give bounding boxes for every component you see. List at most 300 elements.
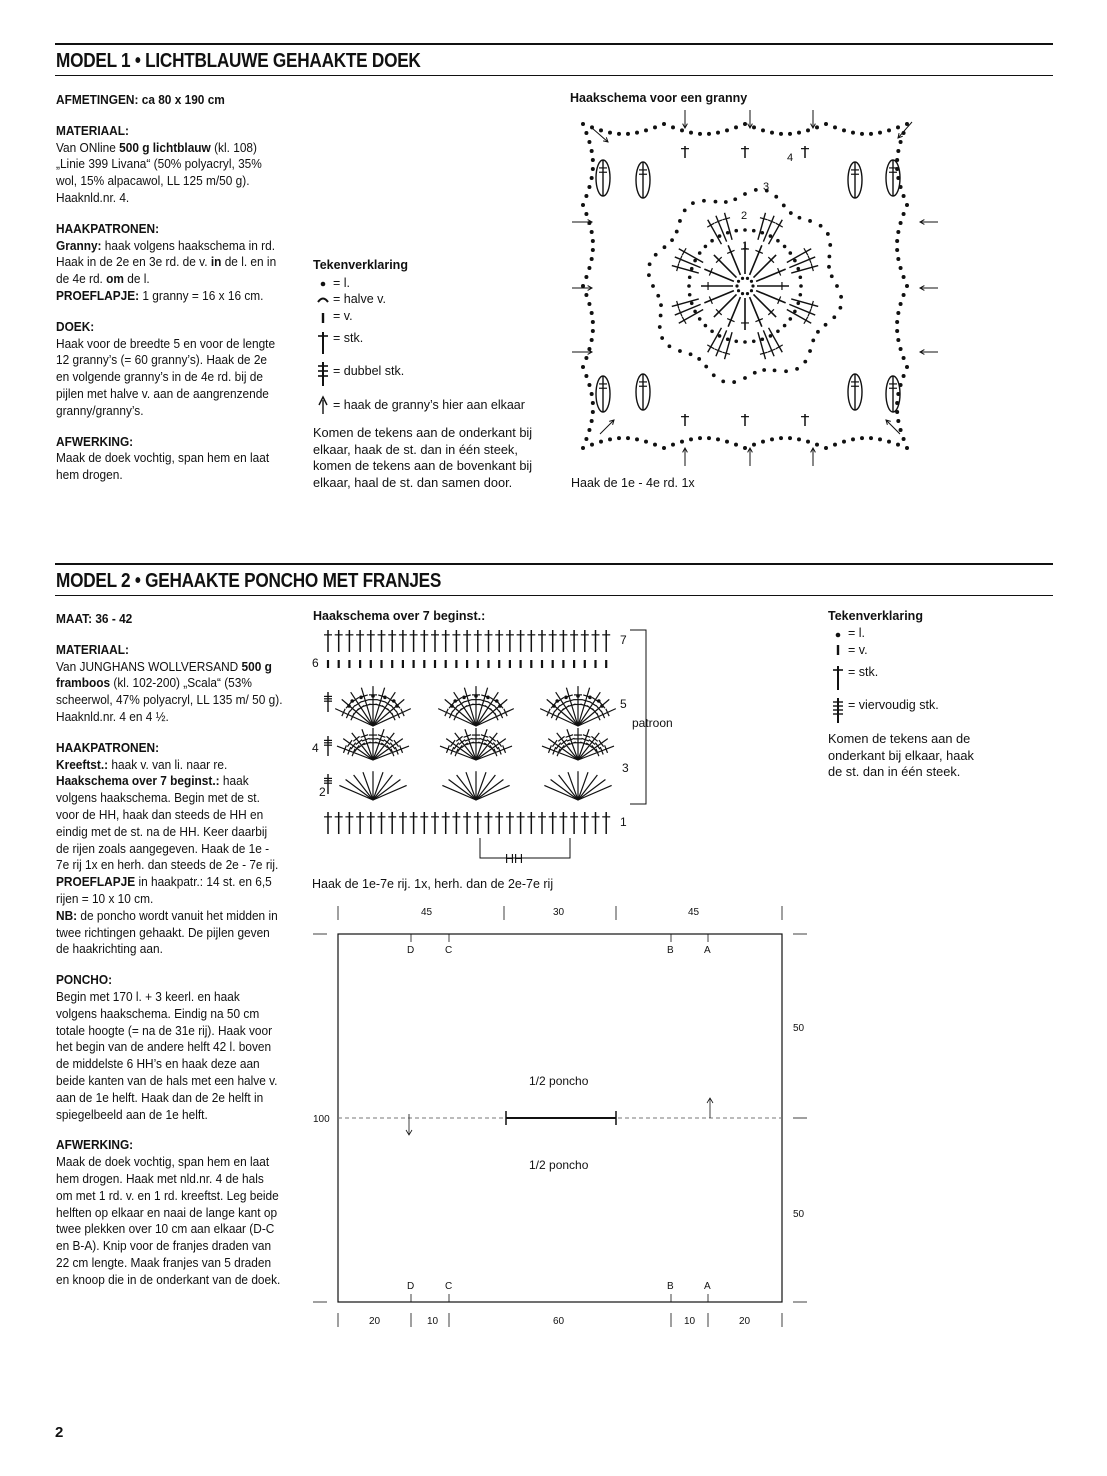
materiaal-heading: MATERIAAL:	[56, 122, 129, 138]
stitch-bar	[394, 740, 399, 747]
materiaal-part1: Van ONline	[56, 139, 120, 155]
chain-stitch-mark	[905, 203, 909, 207]
chain-stitch-mark	[486, 696, 490, 700]
chain-stitch-mark	[600, 704, 604, 708]
chain-stitch-mark	[827, 255, 831, 259]
top-rule-model1	[55, 43, 1053, 45]
chain-stitch-mark	[895, 248, 899, 252]
chain-stitch-mark	[659, 303, 663, 307]
stitch-bar	[450, 740, 455, 747]
chain-stitch-mark	[716, 437, 720, 441]
chain-stitch-mark	[808, 219, 812, 223]
poncho-schematic	[310, 900, 820, 1330]
dim-bottom-5: 20	[739, 1316, 751, 1327]
chain-stitch-mark	[690, 302, 694, 306]
chain-stitch-mark	[668, 344, 672, 348]
chain-stitch-mark	[741, 277, 744, 280]
chain-stitch-mark	[591, 320, 595, 324]
stitch-bar	[454, 743, 459, 750]
chain-stitch-mark	[710, 330, 714, 334]
chain-stitch-mark	[712, 373, 716, 377]
chain-stitch-mark	[576, 694, 580, 698]
chain-stitch-mark	[896, 419, 900, 423]
chain-stitch-mark	[733, 197, 737, 201]
chain-stitch-mark	[734, 229, 738, 233]
chain-stitch-mark	[395, 704, 399, 708]
model2-legend-1: = l.	[848, 626, 866, 640]
chain-stitch-mark	[824, 323, 828, 327]
chain-stitch-mark	[599, 440, 603, 444]
chain-stitch-mark	[450, 704, 454, 708]
haakpatronen-heading: HAAKPATRONEN:	[56, 220, 160, 236]
chain-stitch-mark	[584, 356, 588, 360]
half-poncho-top: 1/2 poncho	[529, 1074, 589, 1088]
chain-stitch-mark	[770, 131, 774, 135]
model1-legend-1: = l.	[333, 276, 351, 290]
title-underline-model2	[55, 595, 1053, 596]
chain-stitch-mark	[905, 365, 909, 369]
hh-bracket	[480, 838, 570, 858]
chain-stitch-mark	[663, 245, 667, 249]
chain-stitch-mark	[753, 371, 757, 375]
chain-stitch-mark	[564, 696, 568, 700]
chain-stitch-mark	[839, 295, 843, 299]
chain-stitch-mark	[816, 330, 820, 334]
chain-stitch-mark	[656, 294, 660, 298]
nb-value: de poncho wordt vanuit het midden in twee richtingen gehaakt. De pijlen geven de haakrichting aan.	[56, 907, 278, 957]
patroon-label: patroon	[632, 716, 673, 730]
chain-stitch-mark	[587, 266, 591, 270]
nb-text	[56, 908, 283, 958]
chain-stitch-mark	[896, 443, 900, 447]
chain-stitch-mark	[811, 339, 815, 343]
chain-stitch-mark	[806, 440, 810, 444]
chain-stitch-mark	[860, 436, 864, 440]
chain-stitch-mark	[734, 125, 738, 129]
chain-stitch-mark	[590, 443, 594, 447]
letter-bottom-a: A	[704, 1281, 711, 1292]
chain-stitch-mark	[902, 356, 906, 360]
chain-stitch-mark	[754, 188, 758, 192]
chain-stitch-mark	[591, 158, 595, 162]
stitch-bar	[591, 736, 597, 741]
poncho-text: Begin met 170 l. + 3 keerl. en haak volgens haakschema. Eindig na 50 cm totale hoogte (= na de 31e rij). Haak voor het begin van de andere helft 42 l. boven de middelste 6 HH’s en haak deze aan beide kanten van de hals met een halve v. aan de 1e helft. Haak dan de 2e helft in spiegelbeeld aan de 1e helft.	[56, 988, 278, 1122]
letter-bottom-b: B	[667, 1281, 674, 1292]
chain-stitch-mark	[734, 340, 738, 344]
model1-instructions	[56, 92, 281, 484]
round-label-2: 2	[741, 210, 748, 222]
chain-stitch-mark	[653, 443, 657, 447]
chain-stitch-mark	[555, 699, 559, 703]
hh-label: HH	[505, 852, 524, 866]
chain-stitch-mark	[899, 428, 903, 432]
chain-stitch-mark	[824, 446, 828, 450]
chain-stitch-mark	[707, 436, 711, 440]
chain-stitch-mark	[704, 245, 708, 249]
chain-stitch-mark	[819, 224, 823, 228]
stitch-mark	[725, 332, 733, 359]
chain-stitch-mark	[726, 231, 730, 235]
stitch-bar	[355, 745, 360, 752]
poncho-chart-title: Haakschema over 7 beginst.:	[313, 609, 486, 623]
chain-stitch-mark	[683, 209, 687, 213]
granny-part3: de l.	[123, 271, 150, 287]
chain-stitch-mark	[662, 122, 666, 126]
chain-stitch-mark	[653, 125, 657, 129]
chain-symbol-icon	[321, 282, 326, 287]
chain-stitch-mark	[783, 324, 787, 328]
chain-stitch-mark	[752, 443, 756, 447]
chain-stitch-mark	[895, 320, 899, 324]
nb-label: NB:	[56, 907, 78, 923]
stitch-mark	[791, 299, 818, 307]
stitch-bar	[552, 740, 557, 747]
chain-stitch-mark	[735, 284, 738, 287]
stitch-bar	[595, 743, 600, 750]
chain-stitch-mark	[716, 131, 720, 135]
chain-stitch-mark	[761, 128, 765, 132]
chain-stitch-mark	[691, 201, 695, 205]
chain-stitch-mark	[581, 203, 585, 207]
chain-stitch-mark	[899, 140, 903, 144]
chain-stitch-mark	[702, 199, 706, 203]
join-arrow-icon	[898, 122, 912, 138]
chain-stitch-mark	[474, 694, 478, 698]
chain-stitch-mark	[752, 340, 756, 344]
model2-instructions	[56, 611, 283, 1288]
stitch-bar	[592, 745, 597, 752]
chain-stitch-mark	[776, 239, 780, 243]
chain-stitch-mark	[590, 311, 594, 315]
chain-stitch-mark	[842, 128, 846, 132]
chain-stitch-mark	[690, 267, 694, 271]
chain-stitch-mark	[671, 125, 675, 129]
chain-stitch-mark	[658, 325, 662, 329]
dim-bottom-2: 10	[427, 1316, 439, 1327]
materiaal-part2: (kl. 108) „Linie 399 Livana“ (50% polyacryl, 35% wol, 15% alpacawol, LL 125 m/50 g). Haaknld.nr. 4.	[56, 139, 262, 205]
granny-in: in	[210, 254, 222, 270]
proeflapje2-value: in haakpatr.: 14 st. en 6,5 rijen = 10 x 10 cm.	[56, 874, 272, 906]
stitch-bar	[459, 740, 465, 745]
chain-stitch-mark	[743, 446, 747, 450]
stitch-bar	[456, 736, 462, 741]
chain-stitch-mark	[743, 228, 747, 232]
join-arrow-icon	[600, 420, 614, 434]
poncho-chart-caption: Haak de 1e-7e rij. 1x, herh. dan de 2e-7e rij	[312, 877, 554, 891]
chain-stitch-mark	[587, 185, 591, 189]
stitch-mark	[758, 332, 766, 359]
schema-text	[56, 773, 283, 874]
chain-stitch-mark	[798, 216, 802, 220]
schema-label: Haakschema over 7 beginst.:	[56, 773, 220, 789]
chain-stitch-mark	[750, 289, 753, 292]
chain-stitch-mark	[860, 132, 864, 136]
chain-stitch-mark	[824, 122, 828, 126]
chain-stitch-mark	[789, 317, 793, 321]
stitch-bar	[599, 740, 604, 747]
chain-stitch-mark	[842, 440, 846, 444]
round-label-4: 4	[787, 152, 794, 164]
dim-left: 100	[313, 1114, 330, 1125]
chain-stitch-mark	[832, 315, 836, 319]
chain-stitch-mark	[899, 221, 903, 225]
chain-stitch-mark	[826, 232, 830, 236]
row-label-7: 7	[620, 633, 627, 647]
chain-stitch-mark	[581, 284, 585, 288]
stitch-bar	[487, 740, 493, 745]
stitch-mark	[672, 266, 699, 274]
chain-stitch-mark	[774, 195, 778, 199]
chain-stitch-mark	[743, 122, 747, 126]
stitch-bar	[353, 736, 359, 741]
chain-stitch-mark	[590, 392, 594, 396]
chain-symbol-icon	[836, 633, 841, 638]
model1-legend-3: = v.	[333, 309, 353, 323]
round-label-3: 3	[763, 181, 770, 193]
chain-stitch-mark	[799, 275, 803, 279]
kreeft-label: Kreeftst.:	[56, 756, 109, 772]
proeflapje-label: PROEFLAPJE:	[56, 287, 140, 303]
stitch-bar	[589, 740, 595, 745]
materiaal-text	[56, 140, 281, 207]
chain-stitch-mark	[721, 379, 725, 383]
round-label-1: 1	[742, 240, 749, 252]
row-label-1: 1	[620, 815, 627, 829]
model1-legend-2: = halve v.	[333, 292, 386, 306]
chain-stitch-mark	[851, 131, 855, 135]
chain-stitch-mark	[590, 257, 594, 261]
stitch-bar	[356, 740, 362, 745]
model1-legend-4: = stk.	[333, 331, 364, 345]
letter-top-c: C	[445, 945, 453, 956]
stitch-bar	[489, 736, 495, 741]
chain-stitch-mark	[788, 132, 792, 136]
chain-stitch-mark	[647, 273, 651, 277]
chain-stitch-mark	[788, 436, 792, 440]
chain-stitch-mark	[784, 369, 788, 373]
chain-stitch-mark	[732, 380, 736, 384]
stitch-bar	[384, 701, 391, 705]
model1-legend-note: Komen de tekens aan de onderkant bij elkaar, haak de st. dan in één steek, komen de tekens aan de bovenkant bij elkaar, haal de st. dan samen door.	[313, 425, 533, 490]
chain-stitch-mark	[779, 436, 783, 440]
chain-stitch-mark	[776, 330, 780, 334]
chain-stitch-mark	[651, 284, 655, 288]
chain-stitch-mark	[704, 324, 708, 328]
letter-top-d: D	[407, 945, 415, 956]
chain-stitch-mark	[584, 293, 588, 297]
half-poncho-bottom: 1/2 poncho	[529, 1158, 589, 1172]
chain-stitch-mark	[815, 443, 819, 447]
chain-stitch-mark	[828, 243, 832, 247]
chain-stitch-mark	[902, 293, 906, 297]
chain-stitch-mark	[724, 200, 728, 204]
chain-stitch-mark	[743, 376, 747, 380]
chain-stitch-mark	[680, 128, 684, 132]
chain-stitch-mark	[789, 251, 793, 255]
chain-stitch-mark	[584, 437, 588, 441]
stitch-bar	[384, 740, 390, 745]
afmetingen: AFMETINGEN: ca 80 x 190 cm	[56, 92, 225, 107]
chain-stitch-mark	[608, 437, 612, 441]
chain-stitch-mark	[659, 314, 663, 318]
stitch-bar	[558, 736, 564, 741]
chain-stitch-mark	[587, 383, 591, 387]
chain-stitch-mark	[688, 293, 692, 297]
letter-bottom-c: C	[445, 1281, 453, 1292]
granny-chart-title: Haakschema voor een granny	[570, 91, 748, 105]
page-number: 2	[55, 1424, 64, 1441]
chain-stitch-mark	[698, 251, 702, 255]
dim-top-2: 30	[553, 907, 565, 918]
chain-stitch-mark	[675, 230, 679, 234]
stitch-mark	[672, 299, 699, 307]
chain-stitch-mark	[635, 437, 639, 441]
chain-stitch-mark	[671, 443, 675, 447]
proeflapje2-text	[56, 874, 283, 908]
chain-stitch-mark	[590, 176, 594, 180]
chain-stitch-mark	[902, 212, 906, 216]
chain-stitch-mark	[808, 349, 812, 353]
materiaal2-yarn: 500 g framboos	[56, 658, 272, 691]
chain-stitch-mark	[743, 192, 747, 196]
chain-stitch-mark	[796, 267, 800, 271]
chain-stitch-mark	[806, 128, 810, 132]
chain-stitch-mark	[383, 696, 387, 700]
chain-stitch-mark	[830, 274, 834, 278]
row-label-5: 5	[620, 697, 627, 711]
chain-stitch-mark	[498, 704, 502, 708]
chain-stitch-mark	[648, 262, 652, 266]
row-label-4: 4	[312, 741, 319, 755]
chain-stitch-mark	[660, 336, 664, 340]
granny-part1: haak volgens haakschema in rd. Haak in de 2e en 3e rd. de v.	[56, 237, 276, 270]
model2-legend-title: Tekenverklaring	[828, 609, 923, 623]
chain-stitch-mark	[626, 436, 630, 440]
chain-stitch-mark	[895, 239, 899, 243]
dim-bottom-4: 10	[684, 1316, 696, 1327]
chain-stitch-mark	[899, 302, 903, 306]
stitch-bar	[347, 740, 352, 747]
proeflapje-text	[56, 288, 281, 305]
chain-stitch-mark	[599, 128, 603, 132]
chain-stitch-mark	[392, 699, 396, 703]
chain-stitch-mark	[797, 437, 801, 441]
letter-top-b: B	[667, 945, 674, 956]
afwerking2-heading: AFWERKING:	[56, 1137, 134, 1153]
model2-legend-3: = stk.	[848, 665, 879, 679]
chain-stitch-mark	[896, 338, 900, 342]
model1-legend-5: = dubbel stk.	[333, 364, 405, 378]
stitch-mark	[758, 213, 766, 240]
chain-stitch-mark	[725, 128, 729, 132]
chain-stitch-mark	[878, 437, 882, 441]
chain-stitch-mark	[584, 374, 588, 378]
stitch-bar	[351, 743, 356, 750]
row-label-2: 2	[319, 785, 326, 799]
chain-stitch-mark	[678, 219, 682, 223]
chain-stitch-mark	[587, 302, 591, 306]
materiaal2-part2: (kl. 102-200) „Scala“ (53% scheerwol, 47% polyacryl, LL 135 m/ 50 g). Haaknld.nr. 4 en 4 ½.	[56, 675, 283, 724]
chain-stitch-mark	[835, 284, 839, 288]
afwerking2-text: Maak de doek vochtig, span hem en laat hem drogen. Haak met nld.nr. 4 de hals om met 1 rd. v. en 1 rd. kreeftst. Leg beide helften op elkaar en naai de lange kant op twee plekken over 10 cm aan elkaar (D-C en B-A). Knip voor de franjes draden van 22 cm lengte. Maak franjes van 5 draden en knoop die in de onderkant van de doek.	[56, 1154, 281, 1287]
chain-stitch-mark	[654, 253, 658, 257]
chain-stitch-mark	[726, 337, 730, 341]
model1-legend-title: Tekenverklaring	[313, 258, 408, 272]
chain-stitch-mark	[869, 132, 873, 136]
chain-stitch-mark	[626, 132, 630, 136]
granny-om: om	[106, 271, 124, 287]
chain-stitch-mark	[833, 443, 837, 447]
chain-stitch-mark	[584, 212, 588, 216]
model2-legend-note: Komen de tekens aan de onderkant bij elkaar, haak de st. dan in één steek.	[828, 731, 974, 780]
haakpatronen2-heading: HAAKPATRONEN:	[56, 739, 160, 755]
chain-stitch-mark	[746, 277, 749, 280]
chain-stitch-mark	[590, 149, 594, 153]
chain-stitch-mark	[707, 132, 711, 136]
poncho-crochet-chart	[310, 626, 680, 870]
chain-stitch-mark	[725, 440, 729, 444]
chain-stitch-mark	[584, 194, 588, 198]
chain-stitch-mark	[741, 292, 744, 295]
model1-title: MODEL 1 • LICHTBLAUWE GEHAAKTE DOEK	[56, 50, 421, 72]
chain-stitch-mark	[887, 440, 891, 444]
chain-stitch-mark	[896, 149, 900, 153]
chain-stitch-mark	[359, 696, 363, 700]
chain-stitch-mark	[350, 699, 354, 703]
chain-stitch-mark	[689, 352, 693, 356]
granny-crochet-chart	[570, 108, 970, 474]
proeflapje2-label: PROEFLAPJE	[56, 874, 136, 890]
chain-stitch-mark	[590, 419, 594, 423]
chain-stitch-mark	[797, 131, 801, 135]
slip-stitch-symbol-icon	[318, 299, 328, 303]
stitch-bar	[490, 745, 495, 752]
stitch-bar	[355, 701, 362, 705]
stitch-bar	[560, 701, 567, 705]
chain-stitch-mark	[799, 284, 803, 288]
chain-stitch-mark	[347, 704, 351, 708]
chain-stitch-mark	[698, 317, 702, 321]
kreeft-value: haak v. van li. naar re.	[108, 756, 228, 772]
chain-stitch-mark	[833, 125, 837, 129]
chain-stitch-mark	[737, 289, 740, 292]
chain-stitch-mark	[902, 374, 906, 378]
chain-stitch-mark	[697, 357, 701, 361]
chain-stitch-mark	[689, 437, 693, 441]
chain-stitch-mark	[644, 440, 648, 444]
chain-stitch-mark	[597, 699, 601, 703]
doek-text: Haak voor de breedte 5 en voor de lengte 12 granny’s (= 60 granny’s). Haak de 2e en volgende granny’s in de 4e rd. bij de pijlen met halve v. aan de aangrenzende granny/granny’s.	[56, 335, 276, 418]
stitch-bar	[561, 740, 567, 745]
chain-stitch-mark	[552, 704, 556, 708]
chain-stitch-mark	[896, 311, 900, 315]
chain-stitch-mark	[899, 347, 903, 351]
chain-stitch-mark	[734, 443, 738, 447]
dim-bottom-3: 60	[553, 1316, 565, 1327]
materiaal2-part1: Van JUNGHANS WOLLVERSAND	[56, 658, 242, 674]
chain-stitch-mark	[899, 266, 903, 270]
stitch-bar	[458, 701, 465, 705]
chain-stitch-mark	[752, 229, 756, 233]
granny-text	[56, 238, 281, 288]
letter-bottom-d: D	[407, 1281, 415, 1292]
chain-stitch-mark	[896, 230, 900, 234]
chain-stitch-mark	[795, 367, 799, 371]
chain-stitch-mark	[591, 167, 595, 171]
chain-stitch-mark	[905, 446, 909, 450]
chain-stitch-mark	[789, 211, 793, 215]
chain-stitch-mark	[581, 446, 585, 450]
